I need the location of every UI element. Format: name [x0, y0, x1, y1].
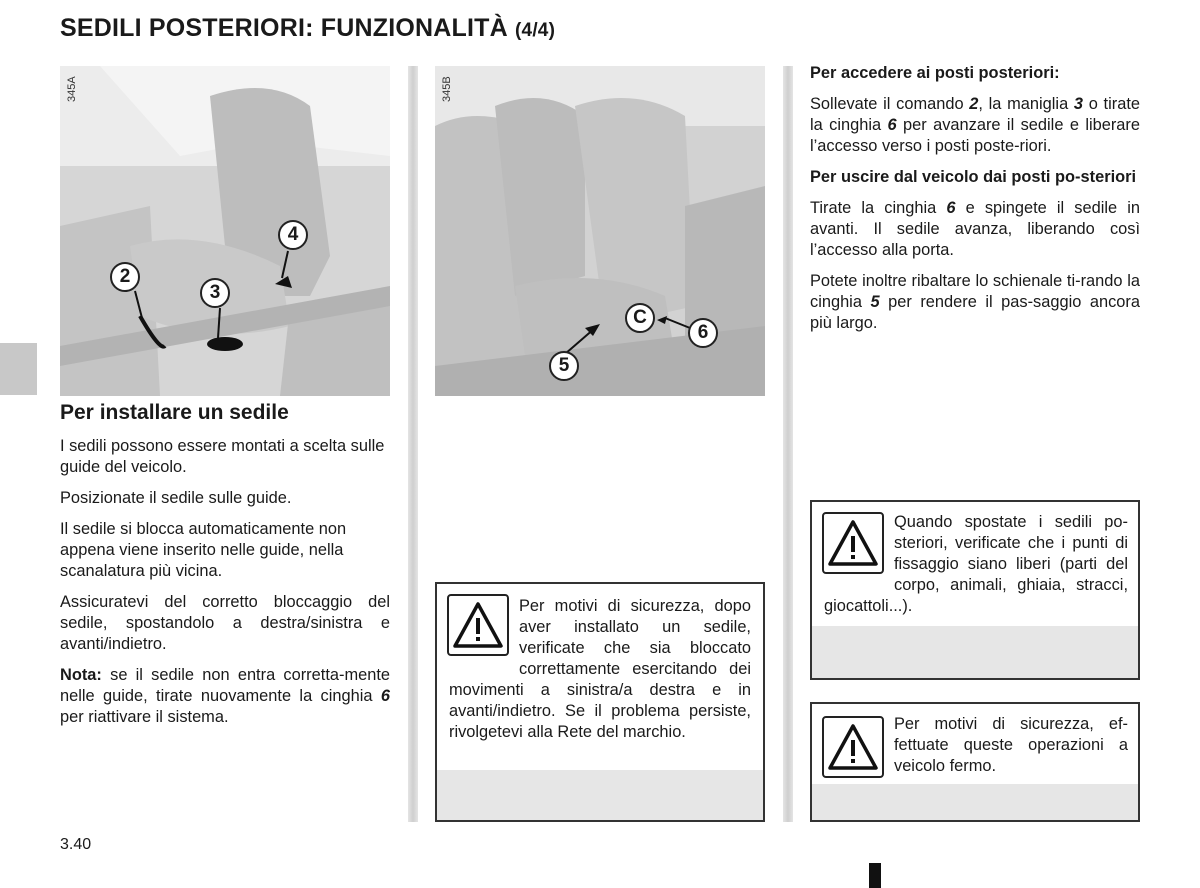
- warning-box-install: [435, 582, 765, 822]
- text-run: Tirate la cinghia: [810, 199, 947, 217]
- seat-illustration-left: [60, 66, 390, 396]
- title-text: SEDILI POSTERIORI: FUNZIONALITÀ: [60, 14, 508, 42]
- chapter-tab: [0, 343, 37, 395]
- text-run: e spingete il sedile in avanti. Il sedile avanza, liberando così l’accesso alla porta.: [810, 199, 1140, 259]
- text-run: Sollevate il comando: [810, 95, 970, 113]
- install-paragraph: Il sedile si blocca automaticamente non appena viene inserito nelle guide, nella scanalatura più vicina.: [60, 520, 347, 580]
- text-run: Potete inoltre ribaltare lo schienale ti-rando la cinghia: [810, 272, 1140, 311]
- warning-text: Per motivi di sicurezza, ef-fettuate queste operazioni a veicolo fermo.: [894, 715, 1128, 775]
- callout-c: C: [625, 303, 655, 333]
- figure-345b: [435, 66, 765, 396]
- page-number: 3.40: [60, 836, 92, 853]
- callout-4: 4: [278, 220, 308, 250]
- text-run: o tirate la cinghia: [810, 95, 1140, 134]
- callout-2: 2: [110, 262, 140, 292]
- install-paragraph: I sedili possono essere montati a scelta sulle guide del veicolo.: [60, 437, 385, 476]
- warning-box-fixing-points: [810, 500, 1140, 680]
- seat-illustration-middle: [435, 66, 765, 396]
- access-heading: Per accedere ai posti posteriori:: [810, 64, 1060, 82]
- warning-triangle-icon: [822, 716, 884, 778]
- warning-text: Quando spostate i sedili po-steriori, verificate che i punti di fissaggio siano liberi (parti del corpo, animali, ghiaia, stracci, giocattoli...).: [824, 513, 1128, 615]
- callout-6: 6: [688, 318, 718, 348]
- warning-text: Per motivi di sicurezza, dopo aver installato un sedile, verificate che sia bloccato correttamente esercitando dei movimenti a sinistra/a destra e in avanti/indietro. Se il problema persiste, rivolgetevi alla Rete del marchio.: [449, 597, 751, 741]
- warning-box-vehicle-stopped: [810, 702, 1140, 822]
- text-run: , la maniglia: [978, 95, 1074, 113]
- title-page-fraction: (4/4): [515, 20, 556, 41]
- figure-345a: [60, 66, 390, 396]
- recline-paragraph: [810, 271, 1140, 334]
- note-ref: 6: [380, 687, 390, 705]
- callout-3: 3: [200, 278, 230, 308]
- page-title: [60, 14, 555, 43]
- note-text-a: se il sedile non entra corretta-mente nelle guide, tirate nuovamente la cinghia: [60, 666, 390, 705]
- text-run: per rendere il pas-saggio ancora più largo.: [810, 293, 1140, 332]
- column-divider-right: [783, 66, 793, 822]
- ref-3: 3: [1073, 95, 1084, 113]
- ref-2: 2: [969, 95, 979, 113]
- install-section: [60, 436, 390, 738]
- ref-6: 6: [887, 116, 897, 134]
- ref-6: 6: [946, 199, 956, 217]
- callout-5: 5: [549, 351, 579, 381]
- exit-heading: Per uscire dal veicolo dai posti po-steriori: [810, 168, 1137, 186]
- note-label: Nota:: [60, 666, 102, 684]
- install-paragraph: Posizionate il sedile sulle guide.: [60, 489, 292, 507]
- install-note: [60, 665, 390, 728]
- column-divider-left: [408, 66, 418, 822]
- install-paragraph: Assicuratevi del corretto bloccaggio del sedile, spostandolo a destra/sinistra e avanti/indietro.: [60, 593, 390, 653]
- page-edge-marker: [869, 863, 881, 888]
- note-text-b: per riattivare il sistema.: [60, 708, 229, 726]
- install-heading: Per installare un sedile: [60, 401, 289, 424]
- figure-code: 345B: [441, 76, 453, 102]
- access-paragraph: [810, 94, 1140, 157]
- figure-code: 345A: [66, 76, 78, 102]
- text-run: per avanzare il sedile e liberare l’accesso verso i posti poste-riori.: [810, 116, 1141, 155]
- access-section: [810, 63, 1140, 344]
- ref-5: 5: [870, 293, 880, 311]
- exit-paragraph: [810, 198, 1140, 261]
